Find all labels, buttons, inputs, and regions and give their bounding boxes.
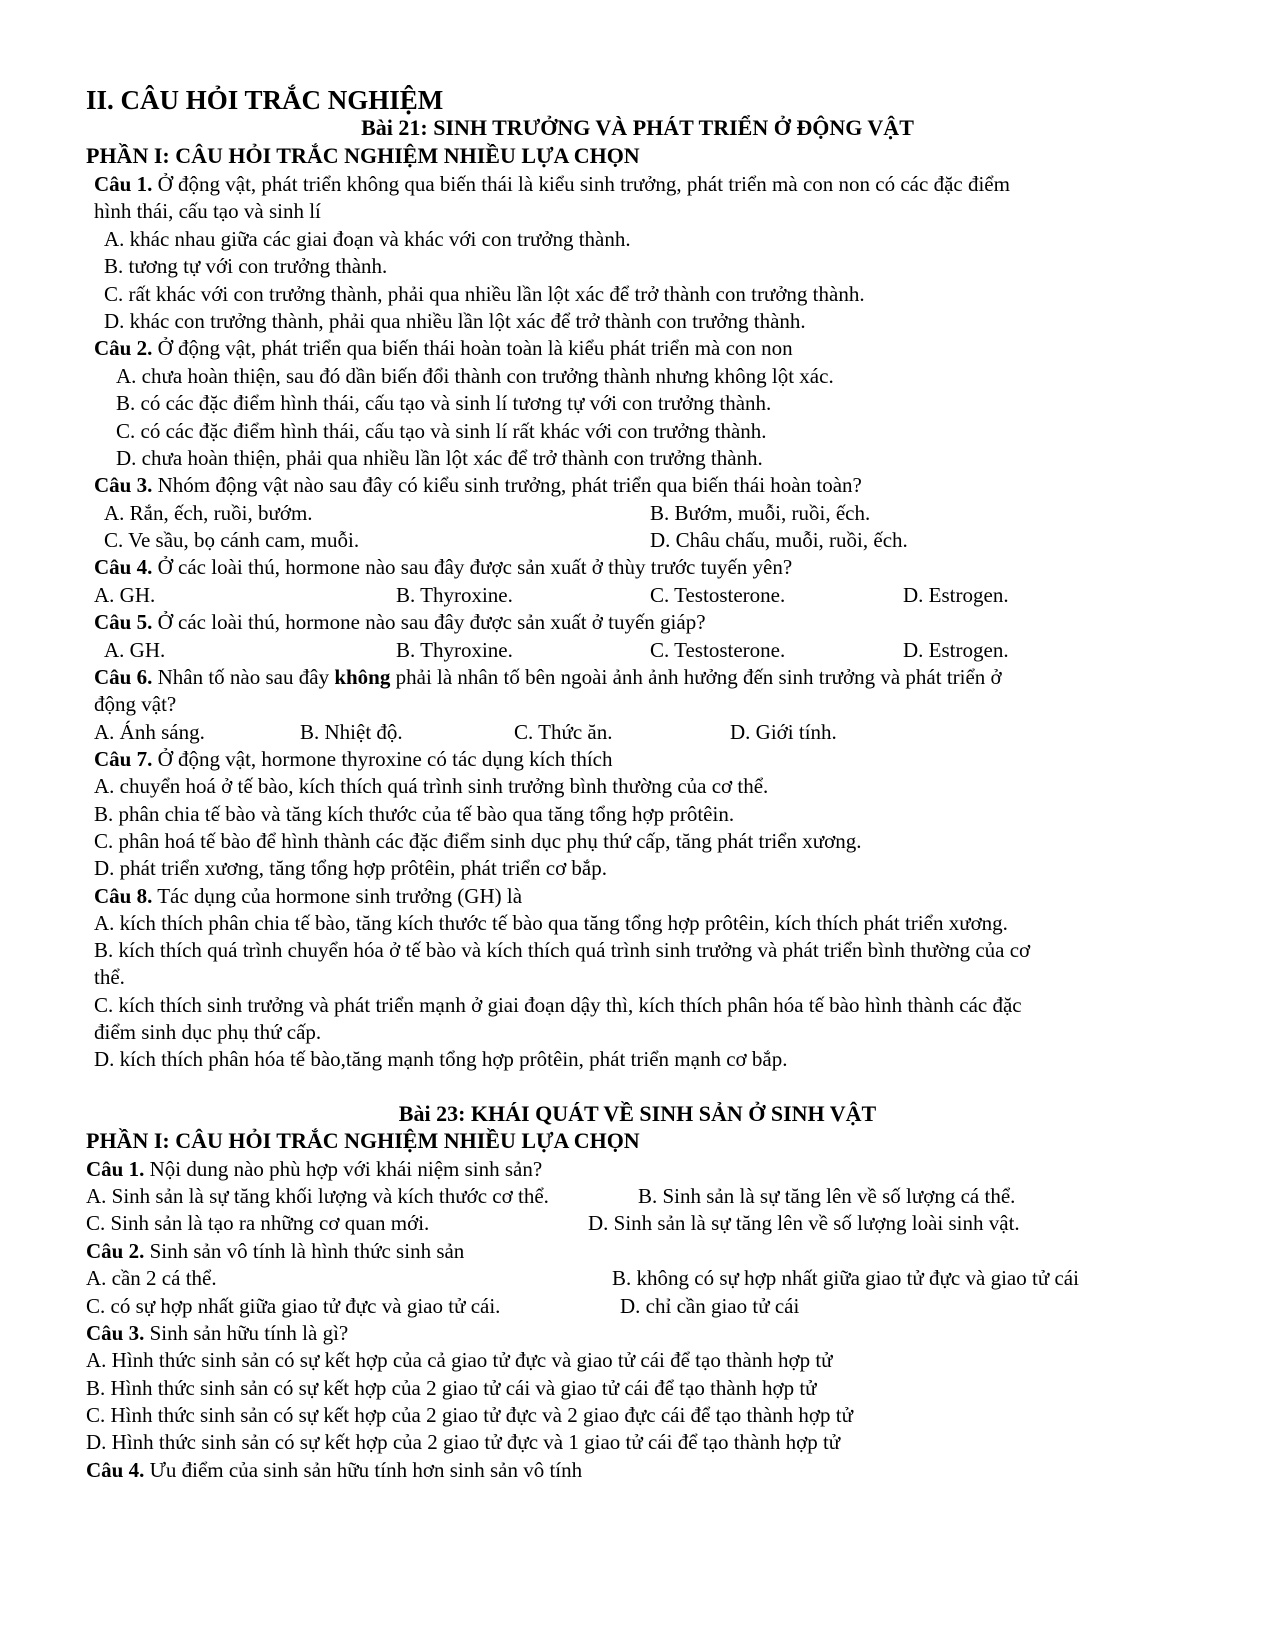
question-text: Ở động vật, phát triển không qua biến thái là kiểu sinh trưởng, phát triển mà con non có các đặc điểm [152, 172, 1010, 196]
l23-question-1-option-a: A. Sinh sản là sự tăng khối lượng và kích thước cơ thể. [86, 1184, 549, 1208]
question-1-stem [94, 170, 1010, 198]
question-3-option-b: B. Bướm, muỗi, ruồi, ếch. [650, 501, 871, 525]
question-text: Ở động vật, hormone thyroxine có tác dụng kích thích [152, 747, 613, 771]
question-1-option-d: D. khác con trưởng thành, phải qua nhiều lần lột xác để trở thành con trưởng thành. [104, 309, 806, 333]
question-3-option-c: C. Ve sầu, bọ cánh cam, muỗi. [104, 528, 360, 552]
question-label: Câu 1. [86, 1157, 145, 1181]
question-4-stem [94, 553, 792, 581]
question-2-option-d: D. chưa hoàn thiện, phải qua nhiều lần lột xác để trở thành con trưởng thành. [116, 446, 763, 470]
question-6-option-d: D. Giới tính. [730, 720, 837, 744]
question-label: Câu 7. [94, 747, 153, 771]
question-8-option-c: C. kích thích sinh trưởng và phát triển mạnh ở giai đoạn dậy thì, kích thích phân hóa tế bào hình thành các đặc [94, 993, 1022, 1017]
question-8-option-c-cont: điểm sinh dục phụ thứ cấp. [94, 1020, 322, 1044]
question-1-option-a: A. khác nhau giữa các giai đoạn và khác với con trưởng thành. [104, 227, 631, 251]
section-title: II. CÂU HỎI TRẮC NGHIỆM [86, 85, 444, 115]
l23-question-4-stem [86, 1456, 582, 1484]
question-8-option-d: D. kích thích phân hóa tế bào,tăng mạnh tổng hợp prôtêin, phát triển mạnh cơ bắp. [94, 1047, 788, 1071]
question-label: Câu 8. [94, 884, 153, 908]
lesson-23-title: Bài 23: KHÁI QUÁT VỀ SINH SẢN Ở SINH VẬT [398, 1101, 877, 1126]
question-2-option-b: B. có các đặc điểm hình thái, cấu tạo và sinh lí tương tự với con trưởng thành. [116, 391, 772, 415]
question-2-stem [94, 334, 793, 362]
question-3-option-a: A. Rắn, ếch, ruồi, bướm. [104, 501, 313, 525]
question-5-stem [94, 608, 706, 636]
l23-question-2-option-a: A. cần 2 cá thể. [86, 1266, 217, 1290]
question-text: Ở các loài thú, hormone nào sau đây được sản xuất ở thùy trước tuyến yên? [152, 555, 793, 579]
question-3-option-d: D. Châu chấu, muỗi, ruồi, ếch. [650, 528, 908, 552]
l23-question-3-stem [86, 1319, 348, 1347]
question-6-option-c: C. Thức ăn. [514, 720, 613, 744]
question-label: Câu 4. [86, 1458, 145, 1482]
l23-question-2-option-b: B. không có sự hợp nhất giữa giao tử đực và giao tử cái [612, 1266, 1079, 1290]
question-text: Sinh sản hữu tính là gì? [144, 1321, 349, 1345]
question-label: Câu 3. [94, 473, 153, 497]
question-8-option-b-cont: thể. [94, 965, 125, 989]
question-1-option-c: C. rất khác với con trưởng thành, phải qua nhiều lần lột xác để trở thành con trưởng thành. [104, 282, 865, 306]
question-4-option-b: B. Thyroxine. [396, 583, 513, 607]
question-text: Nhân tố nào sau đây [152, 665, 335, 689]
question-text: Ở động vật, phát triển qua biến thái hoàn toàn là kiểu phát triển mà con non [152, 336, 793, 360]
question-label: Câu 3. [86, 1321, 145, 1345]
question-5-option-d: D. Estrogen. [903, 638, 1009, 662]
question-text: Sinh sản vô tính là hình thức sinh sản [144, 1239, 465, 1263]
l23-question-3-option-a: A. Hình thức sinh sản có sự kết hợp của cả giao tử đực và giao tử cái để tạo thành hợp tử [86, 1348, 833, 1372]
l23-question-3-option-b: B. Hình thức sinh sản có sự kết hợp của 2 giao tử cái và giao tử cái để tạo thành hợp tử [86, 1376, 817, 1400]
l23-question-1-option-b: B. Sinh sản là sự tăng lên về số lượng cá thể. [638, 1184, 1016, 1208]
question-6-stem-cont: động vật? [94, 692, 177, 716]
question-text: Nhóm động vật nào sau đây có kiểu sinh trưởng, phát triển qua biến thái hoàn toàn? [152, 473, 862, 497]
l23-question-1-option-d: D. Sinh sản là sự tăng lên về số lượng loài sinh vật. [588, 1211, 1020, 1235]
question-2-option-a: A. chưa hoàn thiện, sau đó dần biến đổi thành con trưởng thành nhưng không lột xác. [116, 364, 834, 388]
lesson-21-part-heading: PHẦN I: CÂU HỎI TRẮC NGHIỆM NHIỀU LỰA CHỌN [86, 143, 640, 168]
question-5-option-c: C. Testosterone. [650, 638, 786, 662]
question-7-stem [94, 745, 613, 773]
question-4-option-d: D. Estrogen. [903, 583, 1009, 607]
l23-question-1-option-c: C. Sinh sản là tạo ra những cơ quan mới. [86, 1211, 430, 1235]
question-label: Câu 1. [94, 172, 153, 196]
question-text: Tác dụng của hormone sinh trưởng (GH) là [152, 884, 523, 908]
question-emphasis: không [334, 665, 391, 689]
question-1-stem-cont: hình thái, cấu tạo và sinh lí [94, 199, 321, 223]
question-4-option-a: A. GH. [94, 583, 156, 607]
lesson-23-part-heading: PHẦN I: CÂU HỎI TRẮC NGHIỆM NHIỀU LỰA CHỌN [86, 1128, 640, 1153]
question-6-option-a: A. Ánh sáng. [94, 720, 205, 744]
question-8-option-b: B. kích thích quá trình chuyển hóa ở tế bào và kích thích quá trình sinh trưởng và phát triển bình thường của cơ [94, 938, 1031, 962]
question-1-option-b: B. tương tự với con trưởng thành. [104, 254, 388, 278]
lesson-21-title: Bài 21: SINH TRƯỞNG VÀ PHÁT TRIỂN Ở ĐỘNG VẬT [361, 115, 914, 140]
question-label: Câu 6. [94, 665, 153, 689]
question-3-stem [94, 471, 862, 499]
question-4-option-c: C. Testosterone. [650, 583, 786, 607]
question-7-option-c: C. phân hoá tế bào để hình thành các đặc điểm sinh dục phụ thứ cấp, tăng phát triển xương. [94, 829, 862, 853]
question-text: Ưu điểm của sinh sản hữu tính hơn sinh sản vô tính [144, 1458, 583, 1482]
l23-question-3-option-c: C. Hình thức sinh sản có sự kết hợp của 2 giao tử đực và 2 giao đực cái để tạo thành hợp tử [86, 1403, 854, 1427]
question-8-stem [94, 882, 522, 910]
question-7-option-b: B. phân chia tế bào và tăng kích thước của tế bào qua tăng tổng hợp prôtêin. [94, 802, 735, 826]
question-5-option-a: A. GH. [104, 638, 166, 662]
question-label: Câu 5. [94, 610, 153, 634]
question-7-option-d: D. phát triển xương, tăng tổng hợp prôtêin, phát triển cơ bắp. [94, 856, 608, 880]
l23-question-2-option-d: D. chỉ cần giao tử cái [620, 1294, 800, 1318]
question-6-option-b: B. Nhiệt độ. [300, 720, 403, 744]
question-text: phải là nhân tố bên ngoài ảnh ảnh hưởng đến sinh trưởng và phát triển ở [390, 665, 1002, 689]
question-2-option-c: C. có các đặc điểm hình thái, cấu tạo và sinh lí rất khác với con trưởng thành. [116, 419, 767, 443]
question-8-option-a: A. kích thích phân chia tế bào, tăng kích thước tế bào qua tăng tổng hợp prôtêin, kích thích phát triển xương. [94, 911, 1008, 935]
question-7-option-a: A. chuyển hoá ở tế bào, kích thích quá trình sinh trưởng bình thường của cơ thể. [94, 774, 769, 798]
question-label: Câu 2. [86, 1239, 145, 1263]
l23-question-3-option-d: D. Hình thức sinh sản có sự kết hợp của 2 giao tử đực và 1 giao tử cái để tạo thành hợp tử [86, 1430, 841, 1454]
question-5-option-b: B. Thyroxine. [396, 638, 513, 662]
question-text: Nội dung nào phù hợp với khái niệm sinh sản? [144, 1157, 543, 1181]
question-label: Câu 2. [94, 336, 153, 360]
question-6-stem [94, 663, 1002, 691]
question-text: Ở các loài thú, hormone nào sau đây được sản xuất ở tuyến giáp? [152, 610, 706, 634]
question-label: Câu 4. [94, 555, 153, 579]
l23-question-2-stem [86, 1237, 464, 1265]
l23-question-2-option-c: C. có sự hợp nhất giữa giao tử đực và giao tử cái. [86, 1294, 501, 1318]
l23-question-1-stem [86, 1155, 542, 1183]
